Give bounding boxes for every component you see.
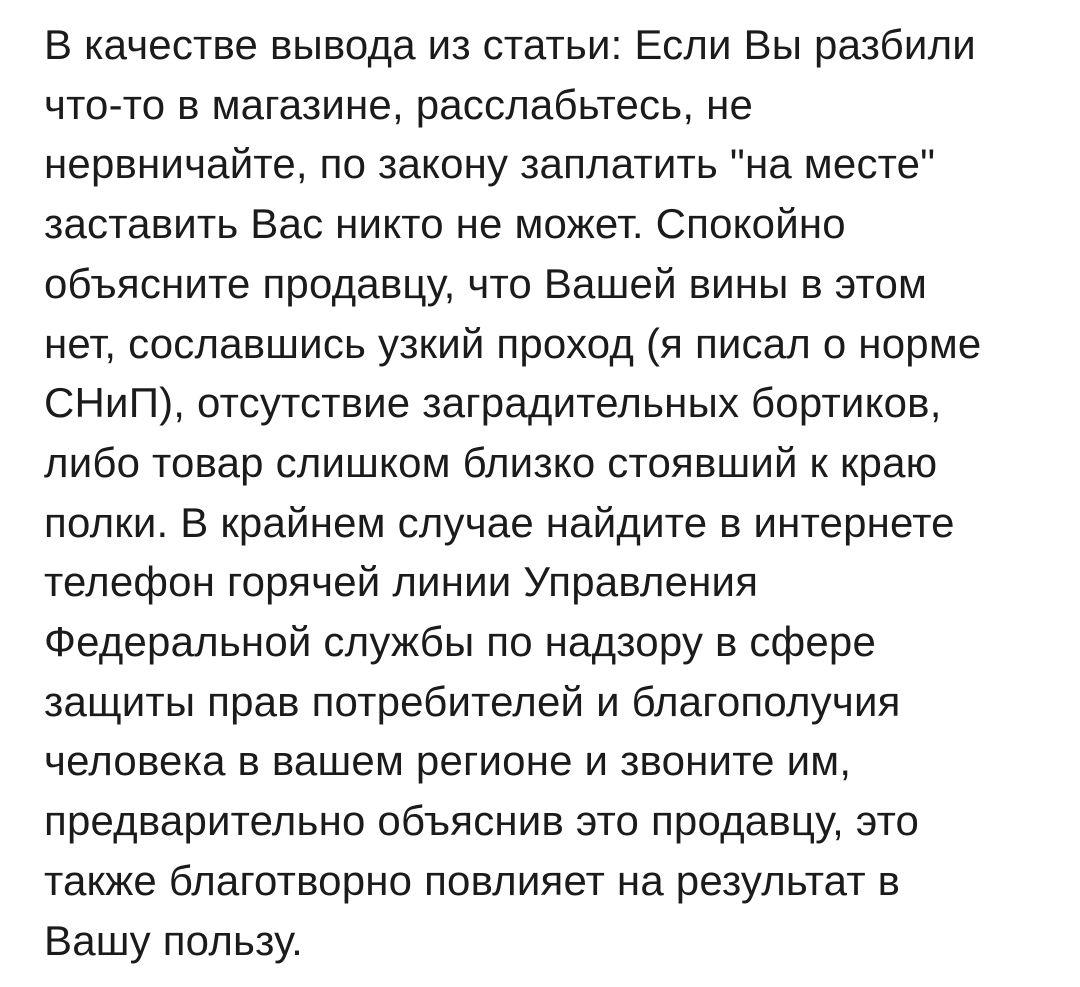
text-line: объясните продавцу, что Вашей вины в этом xyxy=(44,259,928,307)
text-line: что-то в магазине, расслабьтесь, не xyxy=(44,80,754,128)
text-line: также благотворно повлияет на результат в xyxy=(44,856,901,904)
text-line: полки. В крайнем случае найдите в интернете xyxy=(44,498,955,546)
text-line: заставить Вас никто не может. Спокойно xyxy=(44,200,846,248)
text-line: нет, сославшись узкий проход (я писал о норме xyxy=(44,319,982,367)
text-line: либо товар слишком близко стоявший к краю xyxy=(44,438,938,486)
text-line: Федеральной службы по надзору в сфере xyxy=(44,618,877,666)
text-line: предварительно объяснив это продавцу, это xyxy=(44,797,920,845)
text-line: нервничайте, по закону заплатить "на месте" xyxy=(44,140,936,188)
text-line: В качестве вывода из статьи: Если Вы разбили xyxy=(44,21,976,68)
text-line: СНиП), отсутствие заградительных бортиков, xyxy=(44,379,942,427)
text-line: человека в вашем регионе и звоните им, xyxy=(44,737,852,785)
text-line: защиты прав потребителей и благополучия xyxy=(44,677,901,725)
text-line: Вашу пользу. xyxy=(44,916,303,964)
text-line: телефон горячей линии Управления xyxy=(44,558,759,606)
article-paragraph xyxy=(44,15,1052,970)
